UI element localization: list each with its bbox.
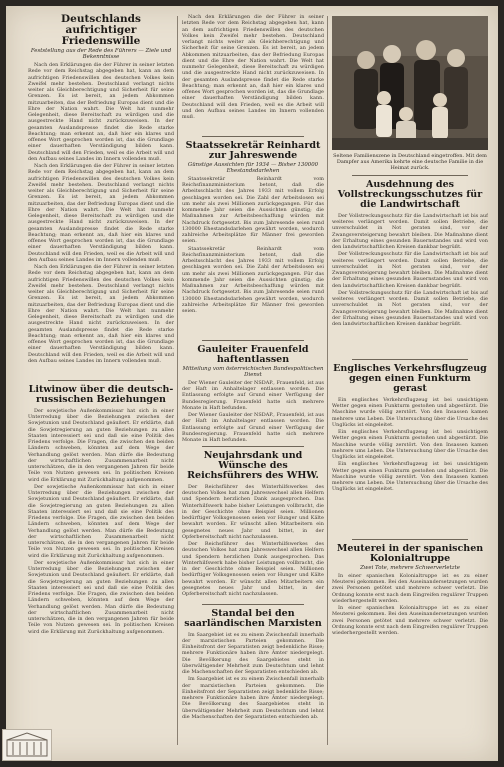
photo-image xyxy=(332,16,488,150)
headline-whw: Neujahrsdank und Wünsche des Reichsführers des WHW. xyxy=(187,449,319,481)
building-icon xyxy=(3,730,51,760)
article-body: Der sowjetische Außenkommissar hat sich in einer Unterredung über die Beziehungen zwischen der Sowjetunion und Deutschland geäußert. Er erklärte, daß die Sowjetregierung an guten Beziehungen zu allen Staaten interessiert sei und daß sie eine Politik des Friedens verfolge. Die Fragen, die zwischen den beiden Ländern schweben, könnten auf dem Wege der Verhandlung gelöst werden. Man dürfe die Bedeutung der wirtschaftlichen Zusammenarbeit nicht unterschätzen, die in den vergangenen Jahren für beide Teile von Nutzen gewesen sei. In politischen Kreisen wird die Erklärung mit Zurückhaltung aufgenommen. Der sowjetische Außenkommissar hat sich in einer Unterredung über die Beziehungen zwischen der Sowjetunion und Deutschland geäußert. Er erklärte, daß die Sowjetregierung an guten Beziehungen zu allen Staaten interessiert sei und daß sie eine Politik des Friedens verfolge. Die Fragen, die zwischen den beiden Ländern schweben, könnten auf dem Wege der Verhandlung gelöst werden. Man dürfe die Bedeutung der wirtschaftlichen Zusammenarbeit nicht unterschätzen, die in den vergangenen Jahren für beide Teile von Nutzen gewesen sei. In politischen Kreisen wird die Erklärung mit Zurückhaltung aufgenommen. Der sowjetische Außenkommissar hat sich in einer Unterredung über die Beziehungen zwischen der Sowjetunion und Deutschland geäußert. Er erklärte, daß die Sowjetregierung an guten Beziehungen zu allen Staaten interessiert sei und daß sie eine Politik des Friedens verfolge. Die Fragen, die zwischen den beiden Ländern schweben, könnten auf dem Wege der Verhandlung gelöst werden. Man dürfe die Bedeutung der wirtschaftlichen Zusammenarbeit nicht unterschätzen, die in den vergangenen Jahren für beide Teile von Nutzen gewesen sei. In politischen Kreisen wird die Erklärung mit Zurückhaltung aufgenommen. xyxy=(28,407,174,635)
family-photo xyxy=(332,16,488,150)
library-stamp xyxy=(2,729,52,761)
article-body: Im Saargebiet ist es zu einem Zwischenfall innerhalb der marxistischen Parteien gekommen. Die Einheitsfront der Separatisten zeigt bedenkliche Risse; mehrere Funktionäre haben ihre Ämter niedergelegt. Die Bevölkerung des Saargebietes steht in überwältigender Mehrheit zum Deutschtum und lehnt die Machenschaften der Separatisten entschieden ab. Im Saargebiet ist es zu einem Zwischenfall innerhalb der marxistischen Parteien gekommen. Die Einheitsfront der Separatisten zeigt bedenkliche Risse; mehrere Funktionäre haben ihre Ämter niedergelegt. Die Bevölkerung des Saargebietes steht in überwältigender Mehrheit zum Deutschtum und lehnt die Machenschaften der Separatisten entschieden ab. xyxy=(182,631,324,720)
separator xyxy=(202,604,304,605)
column-left xyxy=(28,14,174,738)
subhead-reinhardt: Günstige Aussichten für 1934 — Bisher 130000 Ehestandsdarlehen xyxy=(187,161,319,174)
headline-saar: Standal bei den saarländischen Marxisten xyxy=(184,607,322,629)
article-body: Der Wiener Gauleiter der NSDAP., Frauenfeld, ist aus der Haft im Anhaltelager entlassen worden. Die Entlassung erfolgte auf Grund einer Verfügung der Bundesregierung. Frauenfeld hatte sich mehrere Monate in Haft befunden. Der Wiener Gauleiter der NSDAP., Frauenfeld, ist aus der Haft im Anhaltelager entlassen worden. Die Entlassung erfolgte auf Grund einer Verfügung der Bundesregierung. Frauenfeld hatte sich mehrere Monate in Haft befunden. xyxy=(182,379,324,442)
article-body: In einer spanischen Kolonialtruppe ist es zu einer Meuterei gekommen. Bei den Auseinandersetzungen wurden zwei Personen getötet und mehrere schwer verletzt. Die Ordnung konnte erst nach dem Eingreifen regulärer Truppen wiederhergestellt werden. In einer spanischen Kolonialtruppe ist es zu einer Meuterei gekommen. Bei den Auseinandersetzungen wurden zwei Personen getötet und mehrere schwer verletzt. Die Ordnung konnte erst nach dem Eingreifen regulärer Truppen wiederhergestellt werden. xyxy=(332,572,488,636)
separator xyxy=(352,539,468,540)
separator xyxy=(352,175,468,176)
subhead-friedenswille: Feststellung aus der Rede des Führers — Ziele und Bekenntnisse xyxy=(30,48,172,61)
headline-vollstreckungsschutz: Ausdehnung des Vollstreckungsschutzes für die Landwirtschaft xyxy=(337,179,483,210)
headline-reinhardt: Staatssekretär Reinhardt zur Jahreswende xyxy=(185,140,321,161)
subhead-meuterei: Zwei Tote, mehrere Schwerverletzte xyxy=(360,564,460,571)
column-rule xyxy=(177,16,178,745)
column-right xyxy=(332,14,488,681)
column-middle xyxy=(182,14,324,758)
article-body: Ein englisches Verkehrsflugzeug ist bei unsichtigem Wetter gegen einen Funkturm gestoßen und abgestürzt. Die Maschine wurde völlig zerstört. Von den Insassen kamen mehrere ums Leben. Die Untersuchung über die Ursache des Unglücks ist eingeleitet. Ein englisches Verkehrsflugzeug ist bei unsichtigem Wetter gegen einen Funkturm gestoßen und abgestürzt. Die Maschine wurde völlig zerstört. Von den Insassen kamen mehrere ums Leben. Die Untersuchung über die Ursache des Unglücks ist eingeleitet. Ein englisches Verkehrsflugzeug ist bei unsichtigem Wetter gegen einen Funkturm gestoßen und abgestürzt. Die Maschine wurde völlig zerstört. Von den Insassen kamen mehrere ums Leben. Die Untersuchung über die Ursache des Unglücks ist eingeleitet. xyxy=(332,396,488,493)
subhead-frauenfeld: Mitteilung vom österreichischen Bundespolitischen Dienst xyxy=(182,365,324,378)
headline-litwinow: Litwinow über die deutsch-russischen Beziehungen xyxy=(28,384,174,406)
article-body: Nach den Erklärungen die der Führer in seiner letzten Rede vor dem Reichstag abgegeben hat, kann an dem aufrichtigen Friedenswillen des deutschen Volkes kein Zweifel mehr bestehen. Deutschland verlangt nichts weiter als Gleichberechtigung und Sicherheit für seine Grenzen. Es ist bereit, an jedem Abkommen mitzuarbeiten, das der Befriedung Europas dient und die Ehre der Nation wahrt. Die Welt hat nunmehr Gelegenheit, diese Bereitschaft zu würdigen und die ausgestreckte Hand nicht zurückzuweisen. In der gesamten Auslandspresse findet die Rede starke Beachtung; man erkennt an, daß hier ein klares und offenes Wort gesprochen worden ist, das die Grundlage einer dauerhaften Verständigung bilden kann. Deutschland will den Frieden, weil es die Arbeit will und den Aufbau seines Landes im Innern vollenden muß. xyxy=(182,14,324,120)
separator xyxy=(352,359,468,360)
headline-friedenswille: Deutschlands aufrichtiger Friedenswille xyxy=(61,13,141,48)
separator xyxy=(202,136,304,137)
headline-frauenfeld: Gauleiter Frauenfeld haftentlassen xyxy=(197,343,309,365)
headline-meuterei: Meuterei in der spanischen Kolonialtruppe xyxy=(336,542,484,564)
article-body: Der Vollstreckungsschutz für die Landwirtschaft ist bis auf weiteres verlängert worden. Damit sollen Betriebe, die unverschuldet in Not geraten sind, vor der Zwangsversteigerung bewahrt bleiben. Die Maßnahme dient der Erhaltung eines gesunden Bauernstandes und wird von den landwirtschaftlichen Kreisen dankbar begrüßt. Der Vollstreckungsschutz für die Landwirtschaft ist bis auf weiteres verlängert worden. Damit sollen Betriebe, die unverschuldet in Not geraten sind, vor der Zwangsversteigerung bewahrt bleiben. Die Maßnahme dient der Erhaltung eines gesunden Bauernstandes und wird von den landwirtschaftlichen Kreisen dankbar begrüßt. Der Vollstreckungsschutz für die Landwirtschaft ist bis auf weiteres verlängert worden. Damit sollen Betriebe, die unverschuldet in Not geraten sind, vor der Zwangsversteigerung bewahrt bleiben. Die Maßnahme dient der Erhaltung eines gesunden Bauernstandes und wird von den landwirtschaftlichen Kreisen dankbar begrüßt. xyxy=(332,212,488,328)
separator xyxy=(202,446,304,447)
article-body: Nach den Erklärungen die der Führer in seiner letzten Rede vor dem Reichstag abgegeben hat, kann an dem aufrichtigen Friedenswillen des deutschen Volkes kein Zweifel mehr bestehen. Deutschland verlangt nichts weiter als Gleichberechtigung und Sicherheit für seine Grenzen. Es ist bereit, an jedem Abkommen mitzuarbeiten, das der Befriedung Europas dient und die Ehre der Nation wahrt. Die Welt hat nunmehr Gelegenheit, diese Bereitschaft zu würdigen und die ausgestreckte Hand nicht zurückzuweisen. In der gesamten Auslandspresse findet die Rede starke Beachtung; man erkennt an, daß hier ein klares und offenes Wort gesprochen worden ist, das die Grundlage einer dauerhaften Verständigung bilden kann. Deutschland will den Frieden, weil es die Arbeit will und den Aufbau seines Landes im Innern vollenden muß. Nach den Erklärungen die der Führer in seiner letzten Rede vor dem Reichstag abgegeben hat, kann an dem aufrichtigen Friedenswillen des deutschen Volkes kein Zweifel mehr bestehen. Deutschland verlangt nichts weiter als Gleichberechtigung und Sicherheit für seine Grenzen. Es ist bereit, an jedem Abkommen mitzuarbeiten, das der Befriedung Europas dient und die Ehre der Nation wahrt. Die Welt hat nunmehr Gelegenheit, diese Bereitschaft zu würdigen und die ausgestreckte Hand nicht zurückzuweisen. In der gesamten Auslandspresse findet die Rede starke Beachtung; man erkennt an, daß hier ein klares und offenes Wort gesprochen worden ist, das die Grundlage einer dauerhaften Verständigung bilden kann. Deutschland will den Frieden, weil es die Arbeit will und den Aufbau seines Landes im Innern vollenden muß. Nach den Erklärungen die der Führer in seiner letzten Rede vor dem Reichstag abgegeben hat, kann an dem aufrichtigen Friedenswillen des deutschen Volkes kein Zweifel mehr bestehen. Deutschland verlangt nichts weiter als Gleichberechtigung und Sicherheit für seine Grenzen. Es ist bereit, an jedem Abkommen mitzuarbeiten, das der Befriedung Europas dient und die Ehre der Nation wahrt. Die Welt hat nunmehr Gelegenheit, diese Bereitschaft zu würdigen und die ausgestreckte Hand nicht zurückzuweisen. In der gesamten Auslandspresse findet die Rede starke Beachtung; man erkennt an, daß hier ein klares und offenes Wort gesprochen worden ist, das die Grundlage einer dauerhaften Verständigung bilden kann. Deutschland will den Frieden, weil es die Arbeit will und den Aufbau seines Landes im Innern vollenden muß. xyxy=(28,62,174,364)
photo-caption: Seltene Familienszene in Deutschland eingetroffen. Mit dem Dampfer aus Amerika kehrte eine deutsche Familie in die Heimat zurück. xyxy=(333,153,487,171)
newspaper-page xyxy=(6,6,498,761)
separator xyxy=(48,380,154,381)
column-rule xyxy=(327,16,328,745)
article-body: Staatssekretär Reinhardt vom Reichsfinanzministerium betont, daß die Arbeitsschlacht des Jahres 1933 mit vollem Erfolg geschlagen worden sei. Die Zahl der Arbeitslosen sei um mehr als zwei Millionen zurückgegangen. Für das kommende Jahr seien die Aussichten günstig; die Maßnahmen zur Arbeitsbeschaffung würden mit Nachdruck fortgesetzt. Bis zum Jahresende seien rund 130000 Ehestandsdarlehen gewährt worden, wodurch zahlreiche Arbeitsplätze für Männer frei geworden seien. Staatssekretär Reinhardt vom Reichsfinanzministerium betont, daß die Arbeitsschlacht des Jahres 1933 mit vollem Erfolg geschlagen worden sei. Die Zahl der Arbeitslosen sei um mehr als zwei Millionen zurückgegangen. Für das kommende Jahr seien die Aussichten günstig; die Maßnahmen zur Arbeitsbeschaffung würden mit Nachdruck fortgesetzt. Bis zum Jahresende seien rund 130000 Ehestandsdarlehen gewährt worden, wodurch zahlreiche Arbeitsplätze für Männer frei geworden seien. xyxy=(182,175,324,315)
separator xyxy=(202,340,304,341)
article-body: Der Reichsführer des Winterhilfswerkes des deutschen Volkes hat zum Jahreswechsel allen Helfern und Spendern herzlichen Dank ausgesprochen. Das Winterhilfswerk habe bisher Leistungen vollbracht, die in der Geschichte ohne Beispiel seien. Millionen bedürftiger Volksgenossen seien vor Hunger und Kälte bewahrt worden. Er wünscht allen Mitarbeitern ein gesegnetes neues Jahr und bittet, in der Opferbereitschaft nicht nachzulassen. Der Reichsführer des Winterhilfswerkes des deutschen Volkes hat zum Jahreswechsel allen Helfern und Spendern herzlichen Dank ausgesprochen. Das Winterhilfswerk habe bisher Leistungen vollbracht, die in der Geschichte ohne Beispiel seien. Millionen bedürftiger Volksgenossen seien vor Hunger und Kälte bewahrt worden. Er wünscht allen Mitarbeitern ein gesegnetes neues Jahr und bittet, in der Opferbereitschaft nicht nachzulassen. xyxy=(182,483,324,598)
headline-flugzeug: Englisches Verkehrsflugzeug gegen einen Funkturm gerast xyxy=(333,362,487,394)
